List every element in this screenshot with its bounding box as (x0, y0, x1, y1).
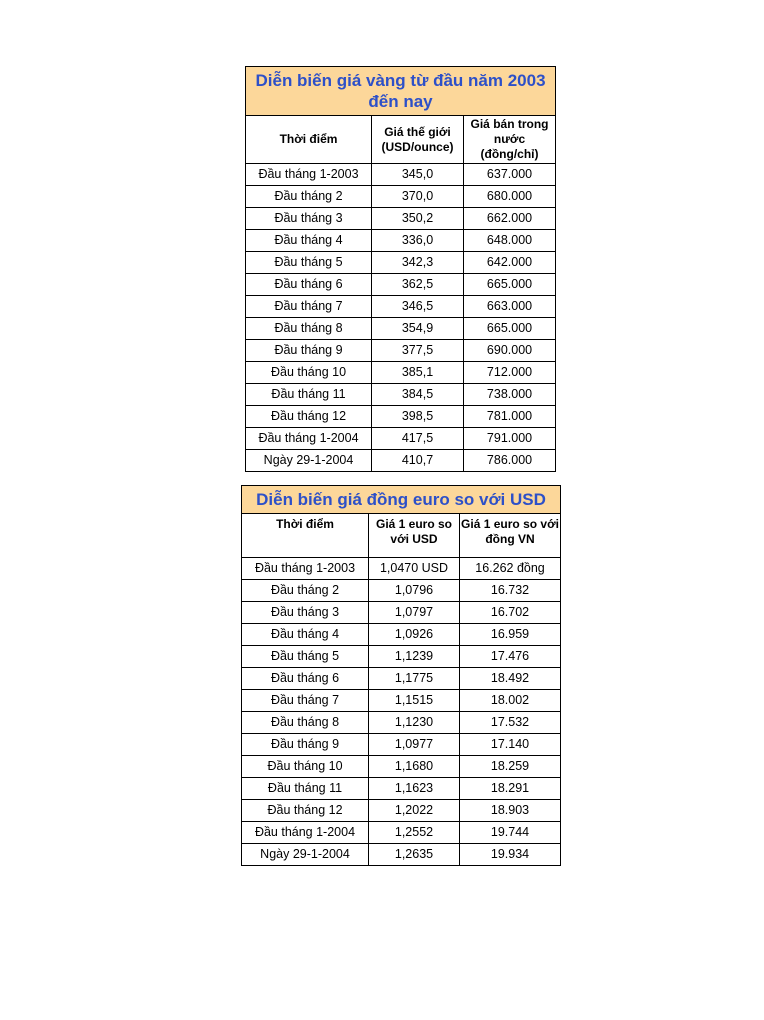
euro-cell: 16.959 (460, 624, 561, 646)
gold-cell: Ngày 29-1-2004 (246, 450, 372, 472)
euro-header-usd-rate: Giá 1 euro so với USD (369, 514, 460, 558)
euro-table-row (242, 778, 561, 800)
gold-table-row (246, 186, 556, 208)
euro-table-row (242, 690, 561, 712)
euro-cell: 17.476 (460, 646, 561, 668)
euro-rate-table (241, 485, 561, 866)
euro-cell: 1,0470 USD (369, 558, 460, 580)
gold-cell: Đầu tháng 8 (246, 318, 372, 340)
gold-cell: 791.000 (464, 428, 556, 450)
euro-cell: Đầu tháng 2 (242, 580, 369, 602)
euro-table-row (242, 580, 561, 602)
gold-cell: Đầu tháng 1-2003 (246, 164, 372, 186)
euro-cell: 19.934 (460, 844, 561, 866)
gold-cell: 665.000 (464, 274, 556, 296)
gold-header-domestic-price: Giá bán trong nước (đồng/chỉ) (464, 116, 556, 164)
euro-table-row (242, 646, 561, 668)
euro-cell: Đầu tháng 3 (242, 602, 369, 624)
gold-table-row (246, 296, 556, 318)
euro-table-row (242, 822, 561, 844)
euro-table-row (242, 844, 561, 866)
gold-cell: Đầu tháng 1-2004 (246, 428, 372, 450)
euro-table-row (242, 558, 561, 580)
gold-cell: 354,9 (372, 318, 464, 340)
euro-cell: Đầu tháng 11 (242, 778, 369, 800)
euro-cell: Đầu tháng 6 (242, 668, 369, 690)
gold-cell: Đầu tháng 12 (246, 406, 372, 428)
gold-cell: 648.000 (464, 230, 556, 252)
gold-cell: 712.000 (464, 362, 556, 384)
euro-cell: 18.002 (460, 690, 561, 712)
euro-cell: Đầu tháng 1-2003 (242, 558, 369, 580)
euro-cell: Ngày 29-1-2004 (242, 844, 369, 866)
euro-cell: 1,1623 (369, 778, 460, 800)
gold-cell: 781.000 (464, 406, 556, 428)
euro-cell: Đầu tháng 9 (242, 734, 369, 756)
gold-header-world-price: Giá thế giới (USD/ounce) (372, 116, 464, 164)
euro-cell: 1,0977 (369, 734, 460, 756)
gold-cell: 738.000 (464, 384, 556, 406)
euro-cell: 16.732 (460, 580, 561, 602)
gold-table-row (246, 230, 556, 252)
gold-cell: 637.000 (464, 164, 556, 186)
gold-cell: 350,2 (372, 208, 464, 230)
euro-cell: 1,0797 (369, 602, 460, 624)
euro-table-row (242, 602, 561, 624)
gold-cell: Đầu tháng 6 (246, 274, 372, 296)
gold-cell: 665.000 (464, 318, 556, 340)
euro-table-title: Diễn biến giá đồng euro so với USD (242, 486, 561, 514)
euro-cell: 1,1680 (369, 756, 460, 778)
euro-cell: 1,2552 (369, 822, 460, 844)
euro-cell: 17.532 (460, 712, 561, 734)
gold-table-row (246, 274, 556, 296)
euro-cell: Đầu tháng 12 (242, 800, 369, 822)
euro-header-vnd-rate: Giá 1 euro so với đồng VN (460, 514, 561, 558)
gold-cell: Đầu tháng 10 (246, 362, 372, 384)
gold-table-row (246, 406, 556, 428)
gold-cell: Đầu tháng 4 (246, 230, 372, 252)
euro-cell: 17.140 (460, 734, 561, 756)
euro-table-row (242, 800, 561, 822)
gold-cell: Đầu tháng 3 (246, 208, 372, 230)
euro-cell: 18.259 (460, 756, 561, 778)
euro-cell: 19.744 (460, 822, 561, 844)
euro-cell: 1,2635 (369, 844, 460, 866)
gold-cell: 384,5 (372, 384, 464, 406)
gold-header-time: Thời điểm (246, 116, 372, 164)
euro-cell: 1,1775 (369, 668, 460, 690)
euro-cell: 18.903 (460, 800, 561, 822)
gold-cell: 417,5 (372, 428, 464, 450)
gold-cell: Đầu tháng 11 (246, 384, 372, 406)
euro-cell: 16.262 đồng (460, 558, 561, 580)
euro-table-row (242, 756, 561, 778)
gold-cell: 345,0 (372, 164, 464, 186)
euro-table-row (242, 734, 561, 756)
gold-cell: 398,5 (372, 406, 464, 428)
gold-cell: 663.000 (464, 296, 556, 318)
euro-cell: 16.702 (460, 602, 561, 624)
euro-cell: 1,1230 (369, 712, 460, 734)
gold-cell: 786.000 (464, 450, 556, 472)
euro-cell: 1,0796 (369, 580, 460, 602)
gold-table-row (246, 318, 556, 340)
gold-table-row (246, 340, 556, 362)
gold-table-row (246, 450, 556, 472)
euro-cell: Đầu tháng 5 (242, 646, 369, 668)
gold-cell: 342,3 (372, 252, 464, 274)
gold-table-row (246, 362, 556, 384)
gold-cell: Đầu tháng 7 (246, 296, 372, 318)
gold-table-row (246, 428, 556, 450)
gold-cell: 410,7 (372, 450, 464, 472)
euro-cell: Đầu tháng 4 (242, 624, 369, 646)
gold-price-table (245, 66, 556, 472)
gold-table-row (246, 208, 556, 230)
gold-cell: 370,0 (372, 186, 464, 208)
gold-cell: 690.000 (464, 340, 556, 362)
gold-table-row (246, 384, 556, 406)
euro-cell: 18.291 (460, 778, 561, 800)
gold-table-row (246, 252, 556, 274)
gold-cell: 642.000 (464, 252, 556, 274)
gold-cell: 362,5 (372, 274, 464, 296)
euro-cell: 1,1515 (369, 690, 460, 712)
euro-cell: 18.492 (460, 668, 561, 690)
gold-table-row (246, 164, 556, 186)
euro-cell: Đầu tháng 10 (242, 756, 369, 778)
gold-table-title: Diễn biến giá vàng từ đầu năm 2003 đến nay (246, 67, 556, 116)
euro-table-body (242, 558, 561, 866)
euro-cell: 1,2022 (369, 800, 460, 822)
gold-cell: 662.000 (464, 208, 556, 230)
euro-table-row (242, 712, 561, 734)
euro-cell: 1,0926 (369, 624, 460, 646)
gold-cell: 680.000 (464, 186, 556, 208)
gold-cell: 385,1 (372, 362, 464, 384)
euro-cell: Đầu tháng 1-2004 (242, 822, 369, 844)
gold-cell: Đầu tháng 2 (246, 186, 372, 208)
euro-cell: 1,1239 (369, 646, 460, 668)
gold-cell: 336,0 (372, 230, 464, 252)
gold-cell: Đầu tháng 9 (246, 340, 372, 362)
euro-header-time: Thời điểm (242, 514, 369, 558)
euro-table-row (242, 668, 561, 690)
gold-cell: 377,5 (372, 340, 464, 362)
euro-table-row (242, 624, 561, 646)
gold-cell: Đầu tháng 5 (246, 252, 372, 274)
euro-cell: Đầu tháng 8 (242, 712, 369, 734)
gold-table-body (246, 164, 556, 472)
euro-cell: Đầu tháng 7 (242, 690, 369, 712)
gold-cell: 346,5 (372, 296, 464, 318)
